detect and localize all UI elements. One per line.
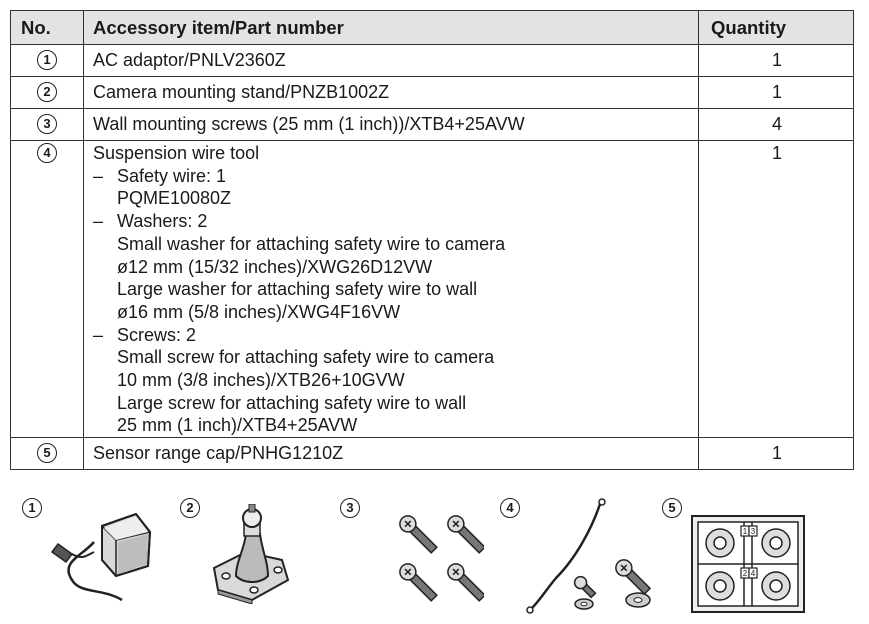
detail-large-screw-desc: Large screw for attaching safety wire to wall	[117, 392, 467, 413]
header-quantity: Quantity	[699, 11, 854, 45]
cap-label-4: 4	[750, 569, 756, 578]
illustration-ac-adaptor	[22, 498, 172, 618]
table-row	[11, 45, 854, 77]
screws-icon	[374, 504, 484, 614]
cap-label-3: 3	[750, 527, 756, 536]
row-number-badge: 2	[37, 82, 57, 102]
detail-small-screw-desc: Small screw for attaching safety wire to camera	[117, 347, 495, 368]
row-quantity: 1	[699, 77, 854, 109]
row-item: Suspension wire tool	[93, 143, 260, 163]
detail-safety-wire-part: PQME10080Z	[117, 188, 232, 209]
illustration-suspension-wire-tool	[500, 498, 660, 618]
detail-large-washer-part: ø16 mm (5/8 inches)/XWG4F16VW	[117, 301, 401, 322]
detail-small-washer-desc: Small washer for attaching safety wire to camera	[117, 233, 506, 254]
table-row	[11, 438, 854, 470]
detail-large-screw-part: 25 mm (1 inch)/XTB4+25AVW	[117, 415, 358, 436]
detail-small-screw-part: 10 mm (3/8 inches)/XTB26+10GVW	[117, 370, 405, 391]
illustration-screws	[340, 498, 470, 618]
row-number-badge: 1	[37, 50, 57, 70]
list-dash: –	[93, 165, 104, 186]
header-no: No.	[11, 11, 84, 45]
row-item: Camera mounting stand/PNZB1002Z	[84, 77, 699, 109]
row-item: Wall mounting screws (25 mm (1 inch))/XTB4+25AVW	[84, 109, 699, 141]
illustration-mounting-stand	[180, 498, 300, 618]
header-item: Accessory item/Part number	[84, 11, 699, 45]
list-dash: –	[93, 211, 104, 232]
list-dash: –	[93, 324, 104, 345]
detail-small-washer-part: ø12 mm (15/32 inches)/XWG26D12VW	[117, 256, 433, 277]
illustration-number-badge: 1	[22, 498, 42, 518]
detail-washers: Washers: 2	[117, 211, 208, 232]
ac-adaptor-icon	[42, 504, 172, 604]
row-number-badge: 5	[37, 443, 57, 463]
table-row	[11, 141, 854, 438]
row-quantity: 4	[699, 109, 854, 141]
illustration-number-badge: 4	[500, 498, 520, 518]
detail-safety-wire: Safety wire: 1	[117, 165, 227, 186]
table-row	[11, 77, 854, 109]
row-quantity: 1	[699, 45, 854, 77]
accessory-table	[10, 10, 854, 470]
illustration-sensor-range-cap	[662, 498, 812, 618]
row-item: AC adaptor/PNLV2360Z	[84, 45, 699, 77]
illustration-number-badge: 2	[180, 498, 200, 518]
cap-label-2: 2	[742, 569, 748, 578]
sensor-range-cap-icon	[688, 512, 808, 616]
table-row	[11, 109, 854, 141]
row-item: Sensor range cap/PNHG1210Z	[84, 438, 699, 470]
row-quantity: 1	[699, 141, 854, 438]
table-header-row	[11, 11, 854, 45]
row-number-badge: 4	[37, 143, 57, 163]
detail-screws: Screws: 2	[117, 324, 197, 345]
suspension-wire-tool-icon	[516, 498, 656, 616]
illustration-number-badge: 5	[662, 498, 682, 518]
row-number-badge: 3	[37, 114, 57, 134]
row-quantity: 1	[699, 438, 854, 470]
detail-large-washer-desc: Large washer for attaching safety wire to wall	[117, 279, 478, 300]
illustration-number-badge: 3	[340, 498, 360, 518]
mounting-stand-icon	[204, 504, 304, 604]
cap-label-1: 1	[742, 527, 748, 536]
